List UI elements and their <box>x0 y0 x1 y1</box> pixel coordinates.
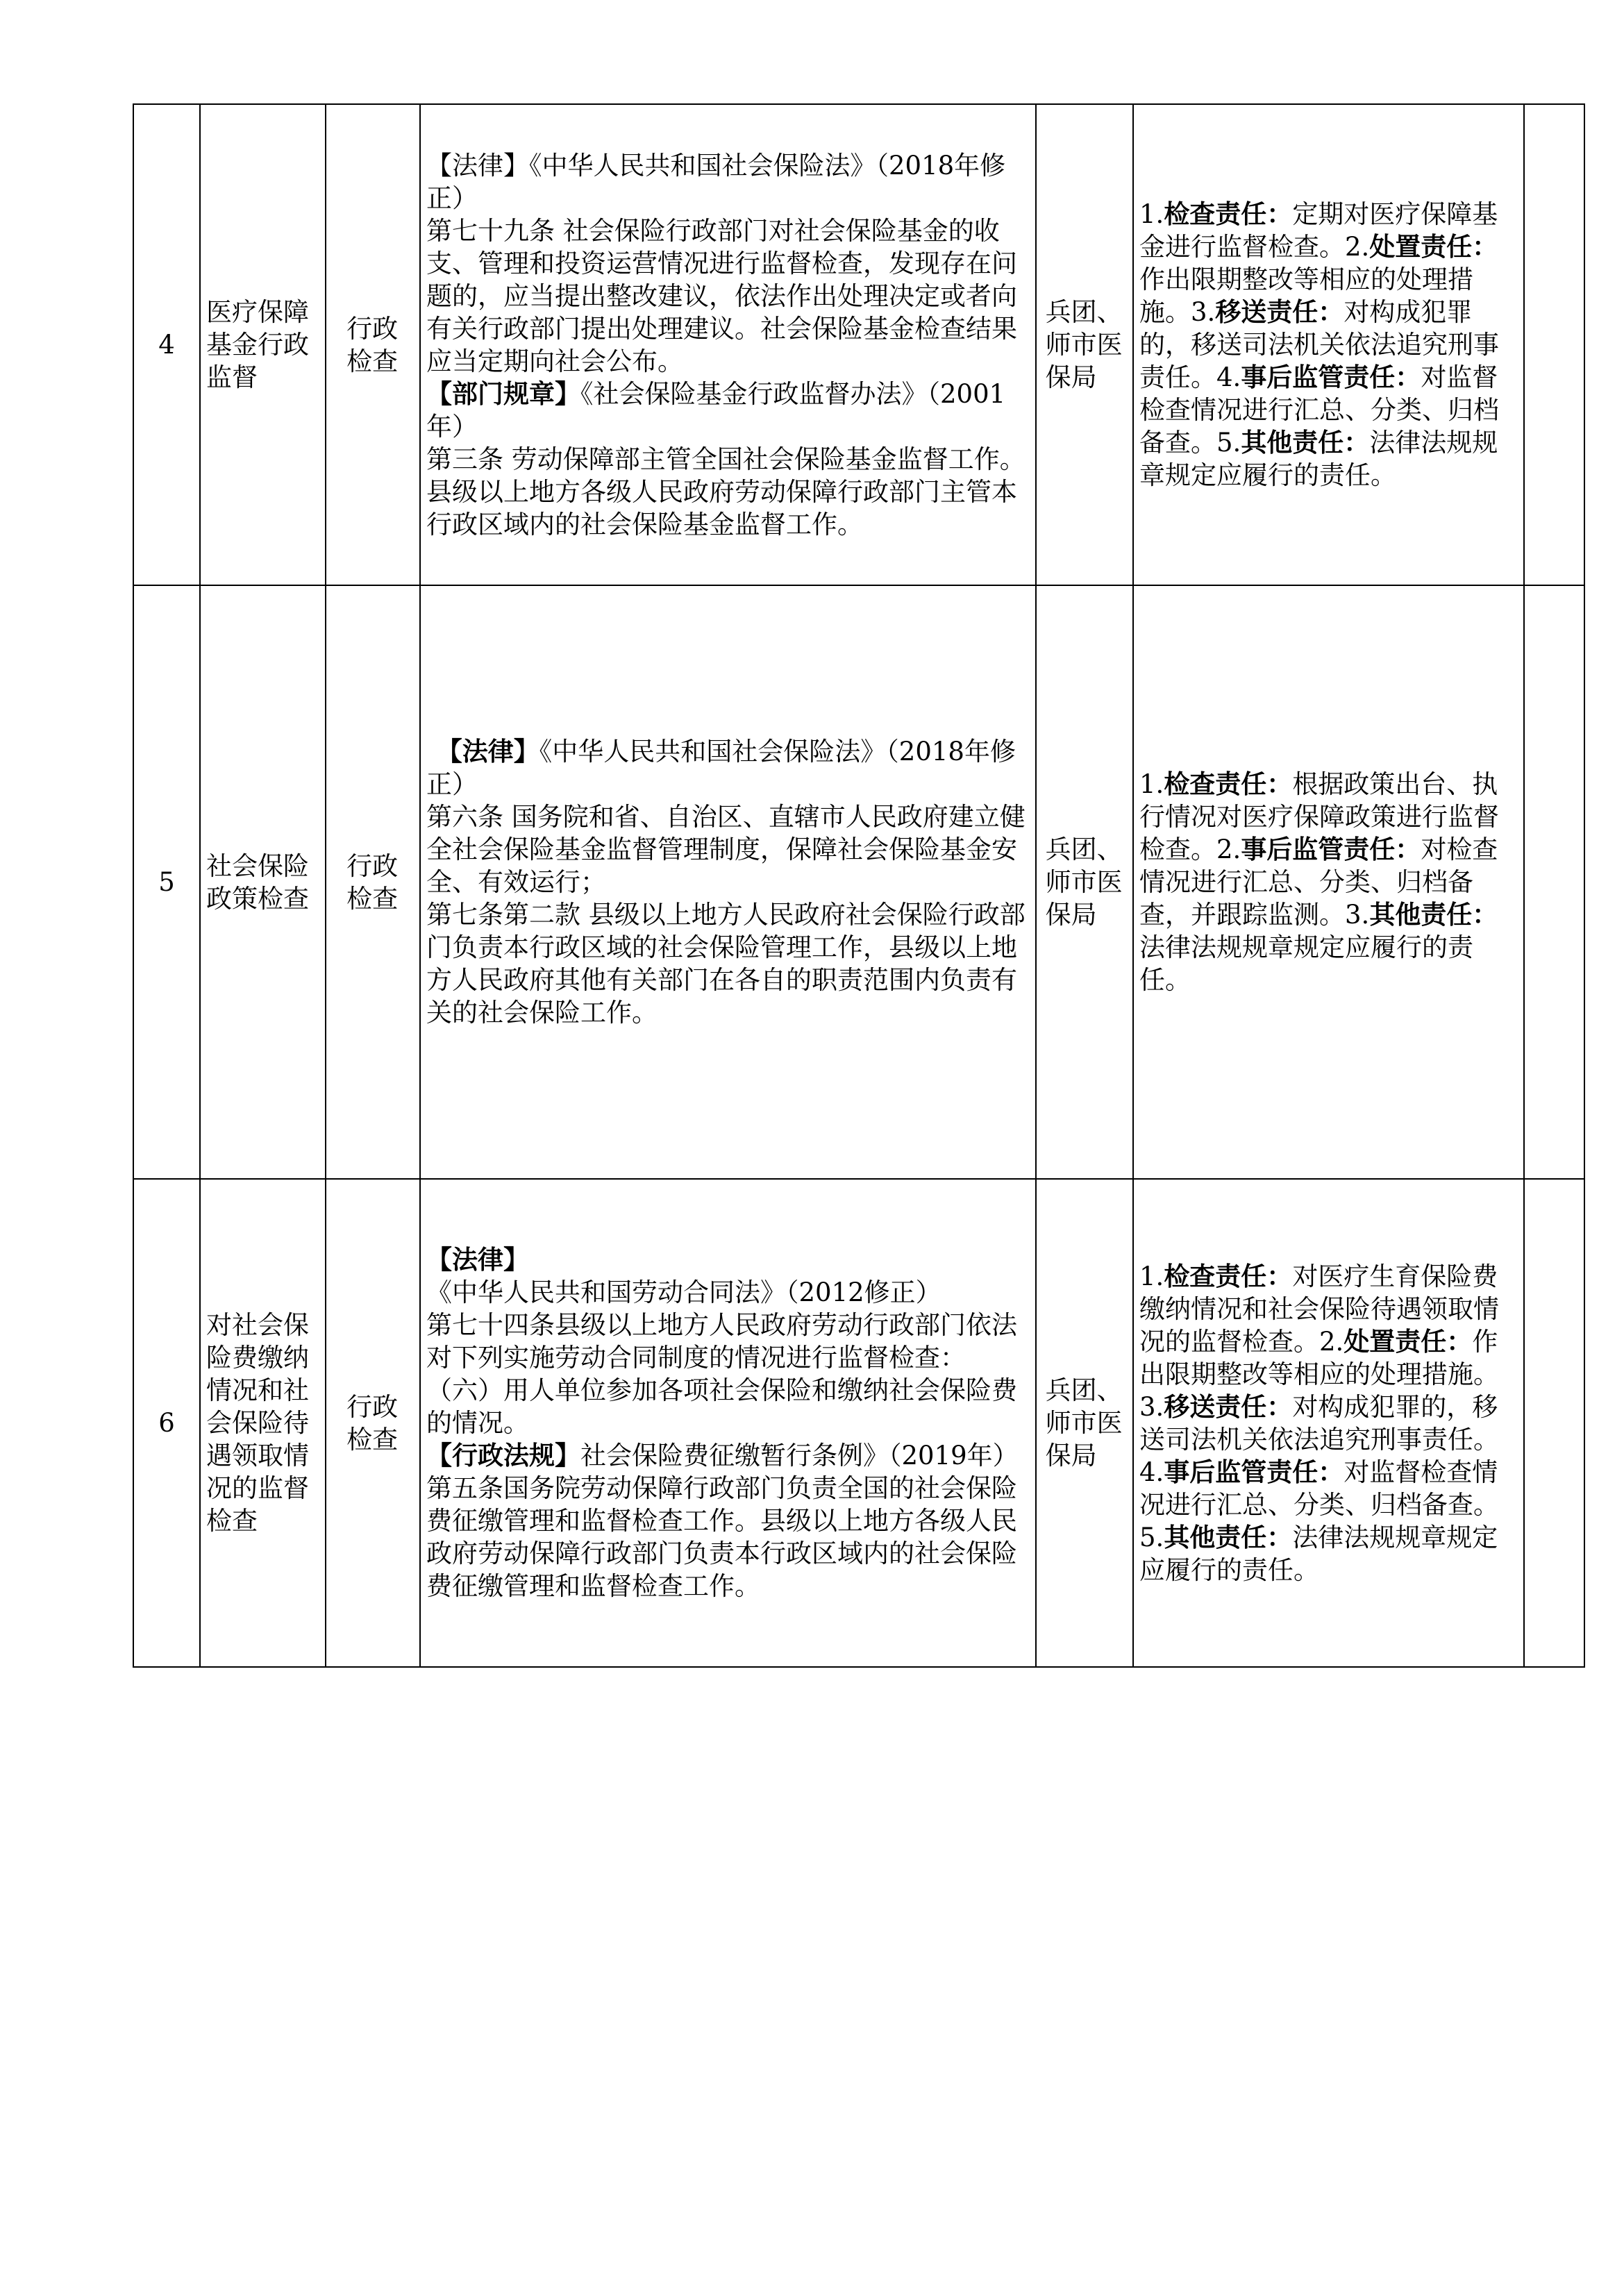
duty-number: 2. <box>1216 835 1241 864</box>
legal-basis-cell <box>420 585 1036 1179</box>
basis-paragraph <box>426 1243 1030 1309</box>
law-title: 《中华人民共和国社会保险法》（2018年修正） <box>426 150 1006 213</box>
duty-text: 法律法规规章规定应履行的责任。 <box>1139 428 1498 490</box>
duty-text: 作出限期整改等相应的处理措施。 <box>1139 265 1473 327</box>
duty-label: 检查责任： <box>1164 769 1293 799</box>
category-cell <box>326 585 420 1179</box>
category: 行政检查 <box>346 850 399 914</box>
duty-number: 5. <box>1216 428 1241 458</box>
law-title: 《社会保险基金行政监督办法》（2001年） <box>426 378 1006 442</box>
law-tag: 【部门规章】 <box>426 378 580 409</box>
duty-text: 法律法规规章规定应履行的责任。 <box>1139 1522 1498 1585</box>
basis-paragraph <box>426 1439 1030 1472</box>
basis-paragraph: 第三条 劳动保障部主管全国社会保险基金监督工作。县级以上地方各级人民政府劳动保障行政部门主管本行政区域内的社会保险基金监督工作。 <box>426 444 1026 539</box>
remark-cell <box>1524 1179 1584 1667</box>
duty-label: 处置责任： <box>1343 1325 1473 1357</box>
row-number: 6 <box>133 1179 200 1667</box>
law-tag: 【法律】 <box>436 736 539 766</box>
duty-number: 2. <box>1319 1326 1344 1357</box>
item-name: 对社会保险费缴纳情况和社会保险待遇领取情况的监督检查 <box>206 1310 309 1536</box>
basis-paragraph: 第六条 国务院和省、自治区、直辖市人民政府建立健全社会保险基金监督管理制度，保障社会保险基金安全、有效运行； <box>426 802 1026 897</box>
remark-cell <box>1524 585 1584 1179</box>
duty-number: 1. <box>1139 769 1164 799</box>
department-cell <box>1036 104 1133 585</box>
duty-text: 对构成犯罪的，移送司法机关依法追究刑事责任。 <box>1139 1391 1499 1455</box>
item-name-cell <box>200 1179 326 1667</box>
law-title: 社会保险费征缴暂行条例》（2019年） <box>580 1441 1019 1470</box>
department: 兵团、师市医保局 <box>1045 1375 1123 1470</box>
law-tag: 【法律】 <box>426 150 529 181</box>
duty-number: 4. <box>1139 1457 1164 1487</box>
category: 行政检查 <box>346 313 399 376</box>
legal-basis-cell <box>420 104 1036 585</box>
basis-paragraph: 第五条国务院劳动保障行政部门负责全国的社会保险费征缴管理和监督检查工作。县级以上地方各级人民政府劳动保障行政部门负责本行政区域内的社会保险费征缴管理和监督检查工作。 <box>426 1473 1017 1601</box>
department-cell <box>1036 585 1133 1179</box>
duty-number: 4. <box>1216 362 1241 392</box>
duty-text: 对检查情况进行汇总、分类、归档备查，并跟踪监测。 <box>1139 835 1498 930</box>
duty-label: 事后监管责任： <box>1241 362 1421 392</box>
duty-label: 检查责任： <box>1164 1260 1293 1291</box>
remark-cell <box>1524 104 1584 585</box>
regulation-table <box>133 103 1585 1668</box>
item-name: 社会保险政策检查 <box>206 850 309 914</box>
basis-paragraph: 第七十四条县级以上地方人民政府劳动行政部门依法对下列实施劳动合同制度的情况进行监督检查： <box>426 1310 1017 1373</box>
duties-cell <box>1133 585 1524 1179</box>
law-tag: 【行政法规】 <box>426 1440 580 1470</box>
basis-paragraph <box>426 149 1030 215</box>
duty-label: 检查责任： <box>1164 199 1293 229</box>
duty-number: 1. <box>1139 199 1164 229</box>
category-cell <box>326 1179 420 1667</box>
duties-cell <box>1133 104 1524 585</box>
duty-label: 其他责任： <box>1241 427 1370 458</box>
duty-number: 3. <box>1139 1391 1164 1422</box>
duties-text <box>1139 768 1518 996</box>
duty-number: 1. <box>1139 1261 1164 1291</box>
department-cell <box>1036 1179 1133 1667</box>
item-name-cell <box>200 585 326 1179</box>
duties-cell <box>1133 1179 1524 1667</box>
duty-text: 对监督检查情况进行汇总、分类、归档备查。 <box>1139 1457 1499 1520</box>
duty-number: 3. <box>1191 297 1216 327</box>
duty-text: 作出限期整改等相应的处理措施。 <box>1139 1326 1499 1389</box>
duty-label: 事后监管责任： <box>1241 834 1421 864</box>
basis-paragraph: 第七条第二款 县级以上地方人民政府社会保险行政部门负责本行政区域的社会保险管理工作，县级以上地方人民政府其他有关部门在各自的职责范围内负责有关的社会保险工作。 <box>426 900 1026 1028</box>
basis-paragraph <box>426 378 1030 443</box>
legal-basis-cell <box>420 1179 1036 1667</box>
duty-text: 法律法规规章规定应履行的责任。 <box>1139 932 1473 995</box>
item-name: 医疗保障基金行政监督 <box>206 297 309 392</box>
duty-text: 定期对医疗保障基金进行监督检查。 <box>1139 199 1498 262</box>
table-row <box>133 1179 1584 1667</box>
item-name-cell <box>200 104 326 585</box>
basis-paragraph <box>426 735 1030 801</box>
row-number: 5 <box>133 585 200 1179</box>
duty-text: 对监督检查情况进行汇总、分类、归档备查。 <box>1139 362 1499 458</box>
duty-number: 5. <box>1139 1522 1164 1552</box>
category-cell <box>326 104 420 585</box>
basis-paragraph: 第七十九条 社会保险行政部门对社会保险基金的收支、管理和投资运营情况进行监督检查，发现存在问题的，应当提出整改建议，依法作出处理决定或者向有关行政部门提出处理建议。社会保险基金检查结果应当定期向社会公布。 <box>426 215 1017 376</box>
table-row <box>133 585 1584 1179</box>
duty-label: 事后监管责任： <box>1164 1456 1344 1487</box>
basis-paragraph: （六）用人单位参加各项社会保险和缴纳社会保险费的情况。 <box>426 1375 1017 1438</box>
duty-number: 3. <box>1345 900 1370 930</box>
law-title: 《中华人民共和国劳动合同法》（2012修正） <box>426 1277 941 1307</box>
table-row <box>133 104 1584 585</box>
duty-label: 处置责任： <box>1369 231 1498 262</box>
duty-label: 其他责任： <box>1164 1521 1293 1552</box>
duties-text <box>1139 198 1518 492</box>
category: 行政检查 <box>346 1391 399 1455</box>
law-tag: 【法律】 <box>426 1244 529 1275</box>
duty-label: 移送责任： <box>1215 296 1344 327</box>
department: 兵团、师市医保局 <box>1045 835 1123 930</box>
law-title: 《中华人民共和国社会保险法》（2018年修正） <box>426 737 1016 799</box>
duty-number: 2. <box>1345 232 1370 262</box>
duty-text: 对构成犯罪的，移送司法机关依法追究刑事责任。 <box>1139 297 1499 392</box>
row-number: 4 <box>133 104 200 585</box>
duties-text <box>1139 1260 1518 1586</box>
duty-text: 对医疗生育保险费缴纳情况和社会保险待遇领取情况的监督检查。 <box>1139 1261 1499 1357</box>
duty-label: 其他责任： <box>1369 899 1498 930</box>
department: 兵团、师市医保局 <box>1045 297 1123 392</box>
duty-text: 根据政策出台、执行情况对医疗保障政策进行监督检查。 <box>1139 769 1499 864</box>
duty-label: 移送责任： <box>1164 1391 1293 1422</box>
